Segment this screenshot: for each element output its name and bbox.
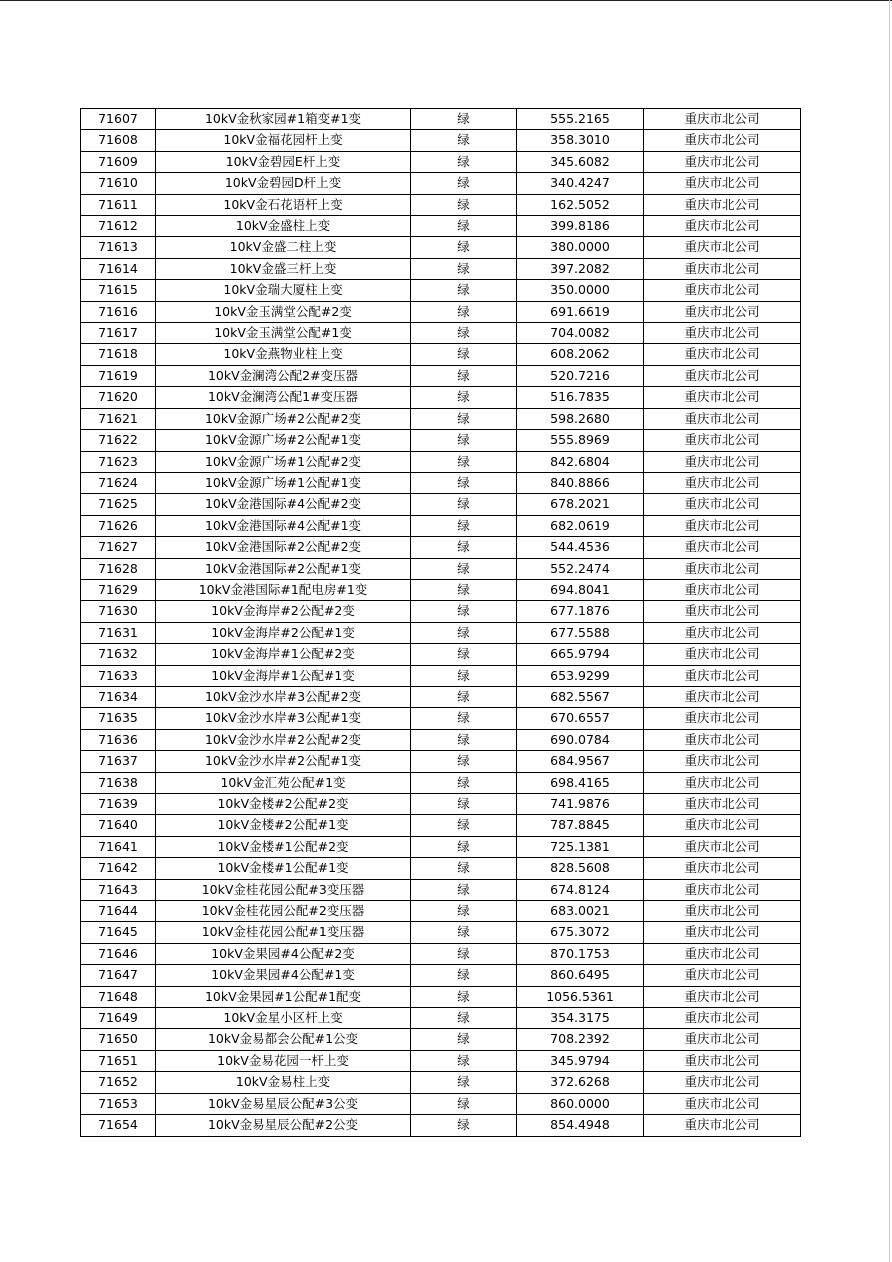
cell-status: 绿	[411, 858, 517, 879]
table-row	[81, 430, 801, 451]
cell-device-name: 10kV金源广场#1公配#1变	[156, 472, 411, 493]
cell-status: 绿	[411, 1072, 517, 1093]
cell-id: 71628	[81, 558, 156, 579]
cell-device-name: 10kV金易星辰公配#2公变	[156, 1115, 411, 1136]
cell-device-name: 10kV金石花语杆上变	[156, 194, 411, 215]
cell-company: 重庆市北公司	[644, 858, 801, 879]
data-table	[80, 108, 801, 1137]
cell-status: 绿	[411, 472, 517, 493]
cell-value: 870.1753	[517, 943, 644, 964]
table-row	[81, 258, 801, 279]
cell-status: 绿	[411, 751, 517, 772]
cell-company: 重庆市北公司	[644, 1029, 801, 1050]
cell-company: 重庆市北公司	[644, 194, 801, 215]
cell-device-name: 10kV金沙水岸#3公配#1变	[156, 708, 411, 729]
cell-device-name: 10kV金海岸#1公配#2变	[156, 644, 411, 665]
table-row	[81, 901, 801, 922]
cell-value: 860.6495	[517, 965, 644, 986]
cell-value: 842.6804	[517, 451, 644, 472]
cell-device-name: 10kV金易花园一杆上变	[156, 1050, 411, 1071]
cell-id: 71635	[81, 708, 156, 729]
page-right-edge	[889, 0, 890, 1262]
cell-status: 绿	[411, 579, 517, 600]
cell-device-name: 10kV金海岸#1公配#1变	[156, 665, 411, 686]
cell-value: 787.8845	[517, 815, 644, 836]
cell-value: 555.8969	[517, 430, 644, 451]
table-row	[81, 601, 801, 622]
cell-value: 544.4536	[517, 537, 644, 558]
cell-id: 71639	[81, 794, 156, 815]
cell-device-name: 10kV金星小区杆上变	[156, 1008, 411, 1029]
cell-id: 71647	[81, 965, 156, 986]
cell-device-name: 10kV金源广场#1公配#2变	[156, 451, 411, 472]
cell-id: 71634	[81, 686, 156, 707]
cell-company: 重庆市北公司	[644, 1115, 801, 1136]
cell-device-name: 10kV金港国际#4公配#1变	[156, 515, 411, 536]
cell-company: 重庆市北公司	[644, 280, 801, 301]
cell-id: 71621	[81, 408, 156, 429]
cell-device-name: 10kV金瑞大厦柱上变	[156, 280, 411, 301]
cell-value: 345.6082	[517, 151, 644, 172]
cell-device-name: 10kV金海岸#2公配#1变	[156, 622, 411, 643]
cell-company: 重庆市北公司	[644, 1008, 801, 1029]
cell-status: 绿	[411, 387, 517, 408]
cell-value: 1056.5361	[517, 986, 644, 1007]
table-row	[81, 1050, 801, 1071]
cell-status: 绿	[411, 280, 517, 301]
cell-device-name: 10kV金易都会公配#1公变	[156, 1029, 411, 1050]
cell-status: 绿	[411, 194, 517, 215]
cell-value: 399.8186	[517, 216, 644, 237]
cell-company: 重庆市北公司	[644, 751, 801, 772]
cell-status: 绿	[411, 943, 517, 964]
cell-value: 345.9794	[517, 1050, 644, 1071]
cell-value: 350.0000	[517, 280, 644, 301]
cell-company: 重庆市北公司	[644, 537, 801, 558]
cell-id: 71654	[81, 1115, 156, 1136]
cell-status: 绿	[411, 237, 517, 258]
cell-value: 675.3072	[517, 922, 644, 943]
cell-id: 71623	[81, 451, 156, 472]
table-row	[81, 408, 801, 429]
cell-device-name: 10kV金福花园杆上变	[156, 130, 411, 151]
cell-value: 684.9567	[517, 751, 644, 772]
cell-status: 绿	[411, 1008, 517, 1029]
table-row	[81, 387, 801, 408]
table-row	[81, 644, 801, 665]
cell-id: 71626	[81, 515, 156, 536]
cell-device-name: 10kV金源广场#2公配#2变	[156, 408, 411, 429]
cell-company: 重庆市北公司	[644, 451, 801, 472]
cell-status: 绿	[411, 344, 517, 365]
cell-company: 重庆市北公司	[644, 408, 801, 429]
cell-value: 372.6268	[517, 1072, 644, 1093]
table-row	[81, 558, 801, 579]
table-row	[81, 237, 801, 258]
cell-status: 绿	[411, 686, 517, 707]
cell-device-name: 10kV金港国际#1配电房#1变	[156, 579, 411, 600]
cell-status: 绿	[411, 408, 517, 429]
table-row	[81, 151, 801, 172]
table-row	[81, 965, 801, 986]
cell-value: 552.2474	[517, 558, 644, 579]
cell-id: 71642	[81, 858, 156, 879]
cell-id: 71640	[81, 815, 156, 836]
cell-company: 重庆市北公司	[644, 686, 801, 707]
cell-id: 71643	[81, 879, 156, 900]
cell-id: 71625	[81, 494, 156, 515]
cell-company: 重庆市北公司	[644, 558, 801, 579]
cell-device-name: 10kV金易星辰公配#3公变	[156, 1093, 411, 1114]
table-row	[81, 344, 801, 365]
table-row	[81, 216, 801, 237]
cell-status: 绿	[411, 836, 517, 857]
cell-id: 71618	[81, 344, 156, 365]
cell-id: 71645	[81, 922, 156, 943]
cell-status: 绿	[411, 1115, 517, 1136]
table-row	[81, 794, 801, 815]
table-row	[81, 130, 801, 151]
cell-device-name: 10kV金楼#1公配#1变	[156, 858, 411, 879]
cell-status: 绿	[411, 1029, 517, 1050]
cell-value: 840.8866	[517, 472, 644, 493]
cell-id: 71631	[81, 622, 156, 643]
table-row	[81, 708, 801, 729]
cell-value: 340.4247	[517, 173, 644, 194]
cell-company: 重庆市北公司	[644, 130, 801, 151]
cell-device-name: 10kV金楼#1公配#2变	[156, 836, 411, 857]
cell-company: 重庆市北公司	[644, 1072, 801, 1093]
cell-id: 71619	[81, 365, 156, 386]
cell-device-name: 10kV金秋家园#1箱变#1变	[156, 109, 411, 130]
table-row	[81, 622, 801, 643]
table-row	[81, 751, 801, 772]
cell-status: 绿	[411, 644, 517, 665]
cell-status: 绿	[411, 494, 517, 515]
cell-device-name: 10kV金沙水岸#2公配#1变	[156, 751, 411, 772]
table-row	[81, 922, 801, 943]
cell-status: 绿	[411, 109, 517, 130]
cell-value: 520.7216	[517, 365, 644, 386]
cell-id: 71646	[81, 943, 156, 964]
cell-id: 71622	[81, 430, 156, 451]
cell-id: 71652	[81, 1072, 156, 1093]
table-row	[81, 494, 801, 515]
cell-status: 绿	[411, 794, 517, 815]
table-row	[81, 515, 801, 536]
cell-value: 860.0000	[517, 1093, 644, 1114]
table-row	[81, 173, 801, 194]
cell-company: 重庆市北公司	[644, 515, 801, 536]
cell-status: 绿	[411, 430, 517, 451]
cell-id: 71632	[81, 644, 156, 665]
cell-device-name: 10kV金玉满堂公配#2变	[156, 301, 411, 322]
cell-company: 重庆市北公司	[644, 323, 801, 344]
cell-status: 绿	[411, 879, 517, 900]
cell-status: 绿	[411, 130, 517, 151]
cell-id: 71644	[81, 901, 156, 922]
cell-id: 71653	[81, 1093, 156, 1114]
cell-id: 71616	[81, 301, 156, 322]
cell-value: 380.0000	[517, 237, 644, 258]
cell-status: 绿	[411, 601, 517, 622]
cell-status: 绿	[411, 1050, 517, 1071]
cell-company: 重庆市北公司	[644, 815, 801, 836]
cell-value: 708.2392	[517, 1029, 644, 1050]
table-row	[81, 109, 801, 130]
cell-device-name: 10kV金果园#4公配#2变	[156, 943, 411, 964]
cell-id: 71608	[81, 130, 156, 151]
table-row	[81, 879, 801, 900]
table-row	[81, 729, 801, 750]
cell-status: 绿	[411, 622, 517, 643]
cell-company: 重庆市北公司	[644, 237, 801, 258]
cell-value: 682.5567	[517, 686, 644, 707]
cell-device-name: 10kV金碧园D杆上变	[156, 173, 411, 194]
cell-company: 重庆市北公司	[644, 644, 801, 665]
cell-company: 重庆市北公司	[644, 601, 801, 622]
cell-status: 绿	[411, 708, 517, 729]
cell-device-name: 10kV金桂花园公配#2变压器	[156, 901, 411, 922]
cell-id: 71607	[81, 109, 156, 130]
cell-id: 71633	[81, 665, 156, 686]
table-row	[81, 772, 801, 793]
cell-company: 重庆市北公司	[644, 708, 801, 729]
cell-company: 重庆市北公司	[644, 772, 801, 793]
cell-status: 绿	[411, 258, 517, 279]
cell-company: 重庆市北公司	[644, 472, 801, 493]
cell-id: 71615	[81, 280, 156, 301]
cell-status: 绿	[411, 986, 517, 1007]
cell-id: 71648	[81, 986, 156, 1007]
cell-device-name: 10kV金港国际#4公配#2变	[156, 494, 411, 515]
cell-id: 71650	[81, 1029, 156, 1050]
table-row	[81, 1115, 801, 1136]
cell-status: 绿	[411, 922, 517, 943]
table-row	[81, 301, 801, 322]
cell-value: 354.3175	[517, 1008, 644, 1029]
cell-company: 重庆市北公司	[644, 494, 801, 515]
cell-device-name: 10kV金沙水岸#2公配#2变	[156, 729, 411, 750]
cell-status: 绿	[411, 515, 517, 536]
cell-device-name: 10kV金港国际#2公配#2变	[156, 537, 411, 558]
cell-id: 71627	[81, 537, 156, 558]
cell-company: 重庆市北公司	[644, 216, 801, 237]
table-row	[81, 986, 801, 1007]
cell-device-name: 10kV金港国际#2公配#1变	[156, 558, 411, 579]
cell-id: 71637	[81, 751, 156, 772]
cell-value: 828.5608	[517, 858, 644, 879]
cell-company: 重庆市北公司	[644, 365, 801, 386]
cell-company: 重庆市北公司	[644, 387, 801, 408]
cell-company: 重庆市北公司	[644, 301, 801, 322]
cell-company: 重庆市北公司	[644, 729, 801, 750]
cell-company: 重庆市北公司	[644, 430, 801, 451]
cell-status: 绿	[411, 558, 517, 579]
cell-status: 绿	[411, 323, 517, 344]
table-row	[81, 365, 801, 386]
table-row	[81, 323, 801, 344]
cell-id: 71620	[81, 387, 156, 408]
cell-id: 71638	[81, 772, 156, 793]
cell-device-name: 10kV金果园#4公配#1变	[156, 965, 411, 986]
cell-company: 重庆市北公司	[644, 579, 801, 600]
cell-device-name: 10kV金源广场#2公配#1变	[156, 430, 411, 451]
cell-value: 665.9794	[517, 644, 644, 665]
cell-id: 71611	[81, 194, 156, 215]
table-row	[81, 194, 801, 215]
cell-company: 重庆市北公司	[644, 1093, 801, 1114]
cell-company: 重庆市北公司	[644, 922, 801, 943]
cell-value: 682.0619	[517, 515, 644, 536]
cell-device-name: 10kV金海岸#2公配#2变	[156, 601, 411, 622]
cell-value: 698.4165	[517, 772, 644, 793]
cell-device-name: 10kV金桂花园公配#1变压器	[156, 922, 411, 943]
cell-id: 71612	[81, 216, 156, 237]
cell-device-name: 10kV金楼#2公配#1变	[156, 815, 411, 836]
table-row	[81, 858, 801, 879]
cell-value: 555.2165	[517, 109, 644, 130]
cell-device-name: 10kV金易柱上变	[156, 1072, 411, 1093]
cell-id: 71641	[81, 836, 156, 857]
cell-company: 重庆市北公司	[644, 794, 801, 815]
cell-status: 绿	[411, 216, 517, 237]
cell-value: 683.0021	[517, 901, 644, 922]
table-row	[81, 1008, 801, 1029]
cell-value: 162.5052	[517, 194, 644, 215]
cell-value: 677.1876	[517, 601, 644, 622]
table-row	[81, 1072, 801, 1093]
cell-device-name: 10kV金碧园E杆上变	[156, 151, 411, 172]
cell-status: 绿	[411, 901, 517, 922]
cell-value: 677.5588	[517, 622, 644, 643]
cell-company: 重庆市北公司	[644, 622, 801, 643]
cell-status: 绿	[411, 451, 517, 472]
cell-value: 516.7835	[517, 387, 644, 408]
cell-company: 重庆市北公司	[644, 836, 801, 857]
cell-value: 674.8124	[517, 879, 644, 900]
cell-value: 397.2082	[517, 258, 644, 279]
cell-value: 678.2021	[517, 494, 644, 515]
cell-id: 71609	[81, 151, 156, 172]
cell-value: 694.8041	[517, 579, 644, 600]
cell-company: 重庆市北公司	[644, 173, 801, 194]
cell-device-name: 10kV金澜湾公配1#变压器	[156, 387, 411, 408]
cell-id: 71613	[81, 237, 156, 258]
table-row	[81, 280, 801, 301]
cell-status: 绿	[411, 537, 517, 558]
cell-value: 653.9299	[517, 665, 644, 686]
table-row	[81, 943, 801, 964]
cell-company: 重庆市北公司	[644, 901, 801, 922]
cell-status: 绿	[411, 173, 517, 194]
cell-id: 71636	[81, 729, 156, 750]
cell-id: 71629	[81, 579, 156, 600]
table-row	[81, 537, 801, 558]
table-row	[81, 451, 801, 472]
table-row	[81, 836, 801, 857]
cell-status: 绿	[411, 815, 517, 836]
cell-value: 670.6557	[517, 708, 644, 729]
table-body	[81, 109, 801, 1137]
table-row	[81, 1029, 801, 1050]
cell-value: 608.2062	[517, 344, 644, 365]
cell-value: 704.0082	[517, 323, 644, 344]
cell-id: 71624	[81, 472, 156, 493]
cell-status: 绿	[411, 1093, 517, 1114]
cell-id: 71610	[81, 173, 156, 194]
cell-company: 重庆市北公司	[644, 943, 801, 964]
cell-device-name: 10kV金沙水岸#3公配#2变	[156, 686, 411, 707]
page-top-border	[0, 0, 892, 1]
cell-company: 重庆市北公司	[644, 879, 801, 900]
cell-company: 重庆市北公司	[644, 965, 801, 986]
cell-status: 绿	[411, 965, 517, 986]
cell-id: 71651	[81, 1050, 156, 1071]
cell-device-name: 10kV金燕物业柱上变	[156, 344, 411, 365]
cell-value: 854.4948	[517, 1115, 644, 1136]
cell-value: 598.2680	[517, 408, 644, 429]
table-row	[81, 686, 801, 707]
cell-status: 绿	[411, 301, 517, 322]
cell-company: 重庆市北公司	[644, 665, 801, 686]
cell-device-name: 10kV金楼#2公配#2变	[156, 794, 411, 815]
cell-id: 71617	[81, 323, 156, 344]
cell-company: 重庆市北公司	[644, 1050, 801, 1071]
cell-device-name: 10kV金果园#1公配#1配变	[156, 986, 411, 1007]
cell-device-name: 10kV金玉满堂公配#1变	[156, 323, 411, 344]
table-row	[81, 665, 801, 686]
cell-company: 重庆市北公司	[644, 344, 801, 365]
cell-value: 690.0784	[517, 729, 644, 750]
cell-device-name: 10kV金盛柱上变	[156, 216, 411, 237]
cell-id: 71630	[81, 601, 156, 622]
cell-company: 重庆市北公司	[644, 151, 801, 172]
cell-status: 绿	[411, 365, 517, 386]
cell-status: 绿	[411, 151, 517, 172]
cell-device-name: 10kV金盛二柱上变	[156, 237, 411, 258]
cell-company: 重庆市北公司	[644, 986, 801, 1007]
table-row	[81, 1093, 801, 1114]
cell-value: 358.3010	[517, 130, 644, 151]
cell-value: 725.1381	[517, 836, 644, 857]
cell-company: 重庆市北公司	[644, 258, 801, 279]
cell-id: 71649	[81, 1008, 156, 1029]
table-row	[81, 472, 801, 493]
cell-device-name: 10kV金澜湾公配2#变压器	[156, 365, 411, 386]
cell-value: 741.9876	[517, 794, 644, 815]
cell-device-name: 10kV金盛三杆上变	[156, 258, 411, 279]
cell-value: 691.6619	[517, 301, 644, 322]
table-row	[81, 579, 801, 600]
table-row	[81, 815, 801, 836]
cell-status: 绿	[411, 729, 517, 750]
cell-company: 重庆市北公司	[644, 109, 801, 130]
cell-status: 绿	[411, 665, 517, 686]
cell-id: 71614	[81, 258, 156, 279]
cell-status: 绿	[411, 772, 517, 793]
cell-device-name: 10kV金汇苑公配#1变	[156, 772, 411, 793]
cell-device-name: 10kV金桂花园公配#3变压器	[156, 879, 411, 900]
